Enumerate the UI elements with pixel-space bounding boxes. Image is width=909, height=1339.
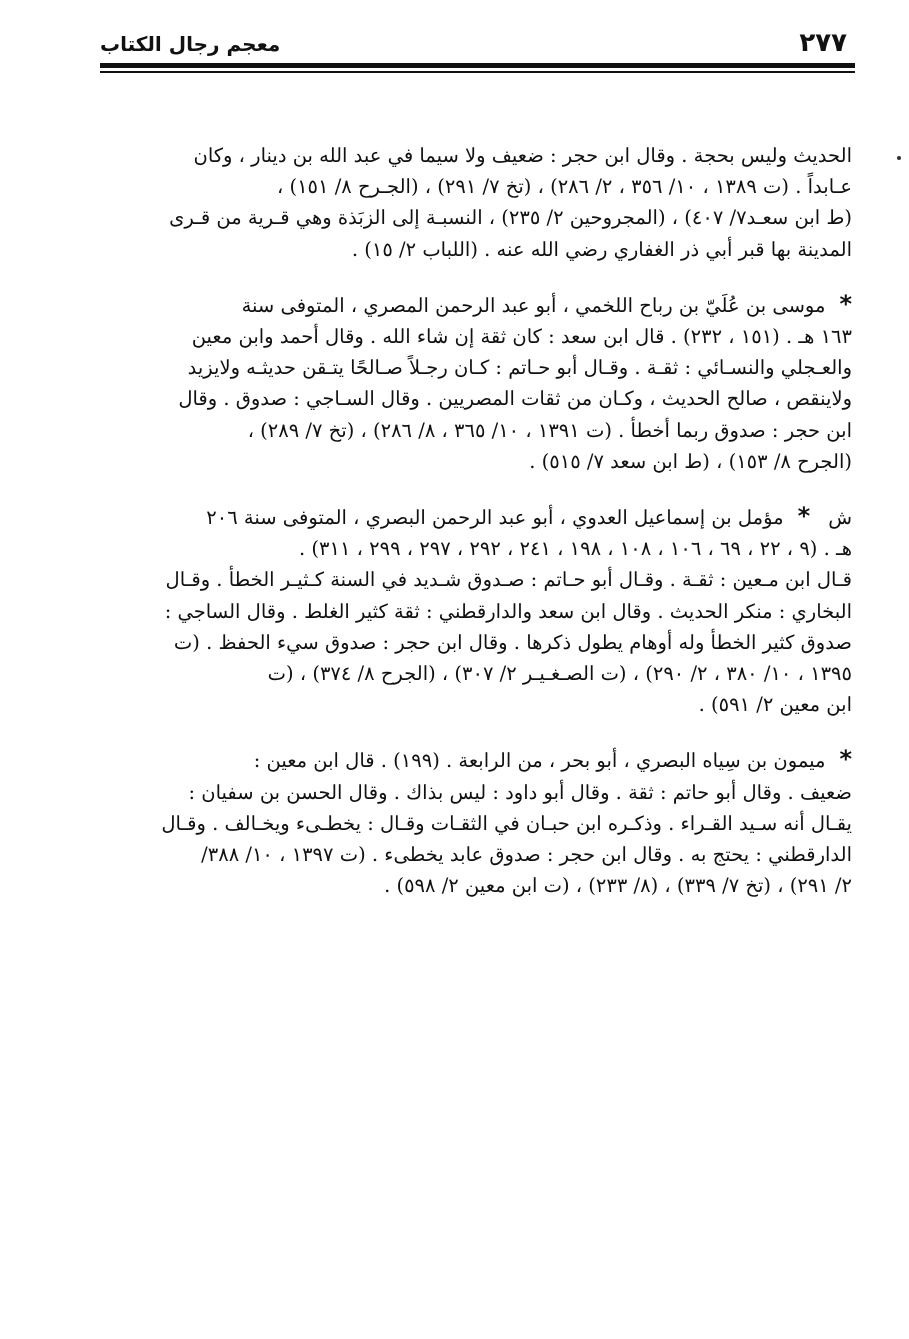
source-sigla: ش: [828, 506, 852, 530]
text-line: [100, 839, 852, 870]
line-content: الدارقطني : يحتج به . وقال ابن حجر : صدوق عابد يخطىء . (ت ١٣٩٧ ، ١٠/ ٣٨٨/: [201, 843, 852, 867]
margin-mark: [897, 156, 901, 160]
line-content: عـابداً . (ت ١٣٨٩ ، ١٠/ ٣٥٦ ، ٢/ ٢٨٦) ، (تخ ٧/ ٢٩١) ، (الجـرح ٨/ ١٥١) ،: [276, 175, 852, 199]
text-line: [100, 352, 852, 383]
line-content: (الجرح ٨/ ١٥٣) ، (ط ابن سعد ٧/ ٥١٥) .: [529, 449, 852, 473]
line-content: ولاينقص ، صالح الحديث ، وكـان من ثقات المصريين . وقال السـاجي : صدوق . وقال: [178, 387, 852, 411]
line-content: مؤمل بن إسماعيل العدوي ، أبو عبد الرحمن البصري ، المتوفى سنة ٢٠٦: [206, 506, 784, 530]
entry-star-icon: *: [797, 502, 811, 531]
line-content: هـ . (٩ ، ٢٢ ، ٦٩ ، ١٠٦ ، ١٠٨ ، ١٩٨ ، ٢٤١ ، ٢٩٢ ، ٢٩٧ ، ٢٩٩ ، ٣١١) .: [298, 537, 852, 561]
text-line: [100, 140, 852, 171]
header-rule-thin: [100, 71, 855, 73]
text-line: [100, 446, 852, 477]
line-content: ابن حجر : صدوق ربما أخطأ . (ت ١٣٩١ ، ١٠/ ٣٦٥ ، ٨/ ٢٨٦) ، (تخ ٧/ ٢٨٩) ،: [247, 418, 852, 442]
text-line: [100, 689, 852, 720]
line-content: صدوق كثير الخطأ وله أوهام يطول ذكرها . وقال ابن حجر : صدوق سيء الحفظ . (ت: [173, 630, 852, 654]
text-line: [100, 501, 852, 533]
text-line: [100, 596, 852, 627]
line-content: ١٣٩٥ ، ١٠/ ٣٨٠ ، ٢/ ٢٩٠) ، (ت الصـغـيـر ٢/ ٣٠٧) ، (الجرح ٨/ ٣٧٤) ، (ت: [267, 662, 852, 686]
line-content: ١٦٣ هـ . (١٥١ ، ٢٣٢) . قال ابن سعد : كان ثقة إن شاء الله . وقال أحمد وابن معين: [191, 325, 852, 349]
text-line: [100, 383, 852, 414]
entry-star-icon: *: [839, 745, 852, 774]
line-content: والعـجلي والنسـائي : ثقـة . وقـال أبو حـاتم : كـان رجـلاً صـالحًا يتـقن حديثـه ولايزيد: [187, 356, 852, 380]
paragraph: [100, 289, 852, 477]
running-title: معجم رجال الكتاب: [100, 32, 281, 56]
text-line: [100, 289, 852, 321]
paragraph: [100, 140, 852, 265]
text-line: [100, 744, 852, 776]
text-line: [100, 658, 852, 689]
paragraph: [100, 744, 852, 901]
text-line: [100, 234, 852, 265]
text-line: [100, 808, 852, 839]
line-content: المدينة بها قبر أبي ذر الغفاري رضي الله عنه . (اللباب ٢/ ١٥) .: [351, 237, 852, 261]
text-line: [100, 171, 852, 202]
text-line: [100, 870, 852, 901]
line-content: ميمون بن سِياه البصري ، أبو بحر ، من الرابعة . (١٩٩) . قال ابن معين :: [253, 749, 826, 773]
header-rule-thick: [100, 63, 855, 68]
entry-star-icon: *: [839, 289, 852, 318]
text-line: [100, 777, 852, 808]
paragraph: [100, 501, 852, 720]
text-line: [100, 321, 852, 352]
line-content: يقـال أنه سـيد القـراء . وذكـره ابن حبـان في الثقـات وقـال : يخطـىء ويخـالف . وقـال: [161, 811, 852, 835]
page-header: [100, 28, 855, 68]
line-content: موسى بن عُلَيّ بن رباح اللخمي ، أبو عبد الرحمن المصري ، المتوفى سنة: [241, 293, 826, 317]
line-content: ٢/ ٢٩١) ، (تخ ٧/ ٣٣٩) ، (٨/ ٢٣٣) ، (ت ابن معين ٢/ ٥٩٨) .: [384, 874, 852, 898]
text-line: [100, 415, 852, 446]
line-content: (ط ابن سعـد٧/ ٤٠٧) ، (المجروحين ٢/ ٢٣٥) ، النسبـة إلى الزبَذة وهي قـرية من قـرى: [169, 206, 852, 230]
line-content: الحديث وليس بحجة . وقال ابن حجر : ضعيف ولا سيما في عبد الله بن دينار ، وكان: [193, 144, 852, 167]
line-content: ابن معين ٢/ ٥٩١) .: [698, 693, 852, 717]
text-line: [100, 202, 852, 233]
text-line: [100, 533, 852, 564]
line-content: ضعيف . وقال أبو حاتم : ثقة . وقال أبو داود : ليس بذاك . وقال الحسن بن سفيان :: [188, 780, 852, 804]
page-number: ٢٧٧: [799, 28, 847, 58]
line-content: قـال ابن مـعين : ثقـة . وقـال أبو حـاتم : صـدوق شـديد في السنة كـثيـر الخطأ . وقـال: [165, 568, 852, 592]
line-content: البخاري : منكر الحديث . وقال ابن سعد والدارقطني : ثقة كثير الغلط . وقال الساجي :: [164, 599, 852, 623]
main-text: [100, 140, 852, 925]
text-line: [100, 627, 852, 658]
text-line: [100, 564, 852, 595]
